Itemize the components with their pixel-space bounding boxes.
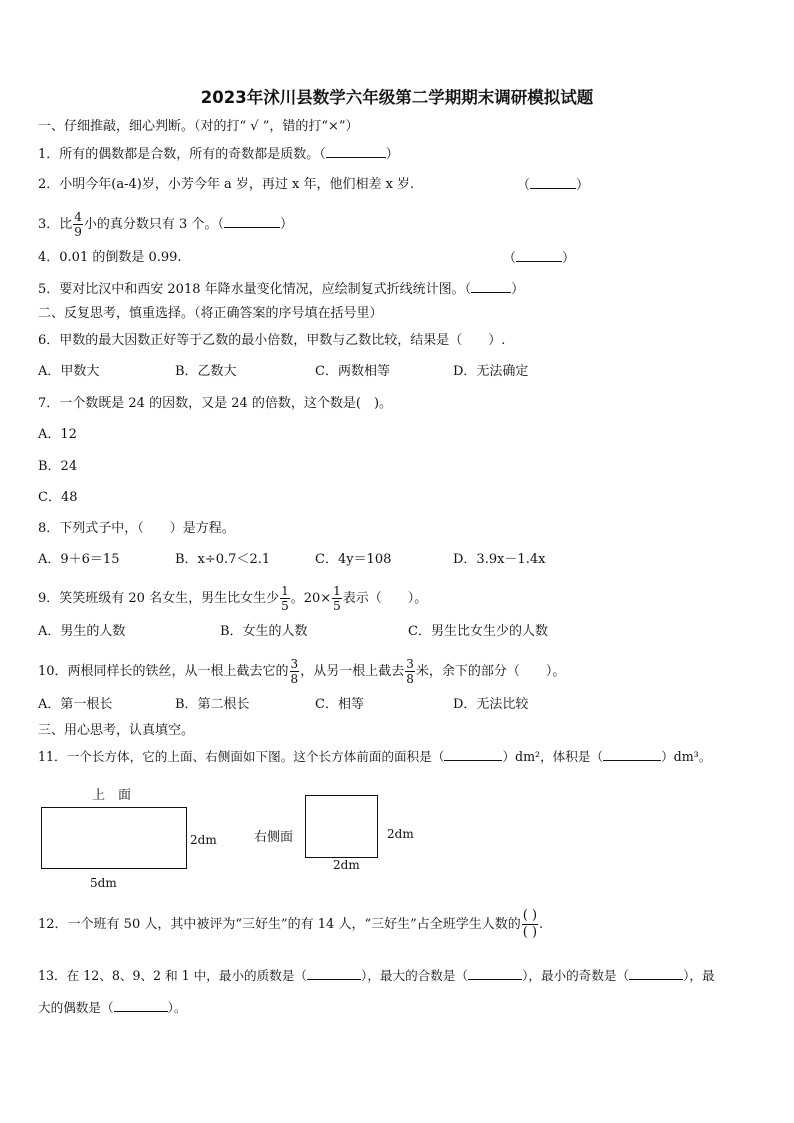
side-face-label: 右侧面 bbox=[254, 830, 294, 845]
question-5 bbox=[38, 281, 524, 298]
paren: ） bbox=[511, 282, 525, 297]
fraction-denominator: ( ) bbox=[522, 925, 538, 940]
fraction-numerator: 1 bbox=[281, 584, 289, 598]
top-face-label: 上 面 bbox=[92, 788, 132, 803]
question-13-text: 13．在 12、8、9、2 和 1 中，最小的质数是（ bbox=[38, 968, 308, 983]
answer-blank[interactable] bbox=[224, 216, 280, 228]
question-9-text: 。20× bbox=[290, 591, 332, 606]
option-a[interactable]: A．男生的人数 bbox=[38, 624, 126, 639]
page-title: 2023年沭川县数学六年级第二学期期末调研模拟试题 bbox=[200, 88, 594, 107]
side-face-height-label: 2dm bbox=[387, 827, 414, 841]
question-8-text: 8．下列式子中，（ ）是方程。 bbox=[38, 521, 235, 536]
question-9-text: 9．笑笑班级有 20 名女生，男生比女生少 bbox=[38, 591, 280, 606]
fraction-numerator: 4 bbox=[74, 210, 82, 224]
answer-blank[interactable] bbox=[471, 281, 511, 293]
question-1 bbox=[38, 146, 399, 163]
fraction bbox=[332, 584, 342, 613]
paren: ） bbox=[576, 178, 590, 193]
paren: ） bbox=[279, 217, 293, 232]
question-3-text: 3．比 bbox=[38, 217, 73, 232]
question-13-text: ），最小的奇数是（ bbox=[522, 968, 630, 983]
question-13-text: ），最 bbox=[683, 968, 715, 983]
question-9 bbox=[38, 584, 427, 613]
answer-blank[interactable] bbox=[114, 1000, 168, 1012]
answer-blank[interactable] bbox=[444, 749, 502, 761]
question-11 bbox=[38, 749, 711, 765]
answer-blank[interactable] bbox=[307, 968, 361, 980]
section-3-heading: 三、用心思考，认真填空。 bbox=[38, 723, 195, 738]
question-11-text: ）dm³。 bbox=[661, 749, 712, 764]
fraction-denominator: 5 bbox=[281, 599, 289, 613]
paren: （ bbox=[517, 178, 531, 193]
fraction bbox=[405, 657, 415, 686]
fraction-numerator: 3 bbox=[290, 657, 299, 671]
question-13-text: 大的偶数是（ bbox=[38, 1000, 114, 1015]
question-6-text: 6．甲数的最大因数正好等于乙数的最小倍数，甲数与乙数比较，结果是（ ）. bbox=[38, 333, 506, 348]
paren: ） bbox=[385, 147, 399, 162]
question-10-text: ，从另一根上截去 bbox=[300, 664, 405, 679]
question-4-text: 4．0.01 的倒数是 0.99. bbox=[38, 250, 182, 265]
question-3-text: 小的真分数只有 3 个。（ bbox=[83, 217, 224, 232]
answer-blank[interactable] bbox=[516, 250, 562, 262]
fraction-denominator: 9 bbox=[74, 225, 82, 239]
question-10-text: 米，余下的部分（ ）。 bbox=[415, 664, 566, 679]
paren: ） bbox=[562, 251, 576, 266]
option-c[interactable]: C．4y＝108 bbox=[315, 552, 392, 567]
option-b[interactable]: B．x÷0.7＜2.1 bbox=[175, 552, 271, 567]
question-10 bbox=[38, 657, 565, 686]
question-4-answer bbox=[503, 250, 575, 267]
question-13 bbox=[38, 968, 715, 984]
option-d[interactable]: D．无法比较 bbox=[453, 697, 529, 712]
question-2-answer bbox=[517, 177, 589, 194]
option-a[interactable]: A．第一根长 bbox=[38, 697, 113, 712]
question-1-text: 1．所有的偶数都是合数，所有的奇数都是质数。（ bbox=[38, 147, 326, 162]
option-b[interactable]: B．乙数大 bbox=[175, 364, 237, 379]
question-4 bbox=[38, 250, 182, 266]
option-a[interactable]: A．9＋6＝15 bbox=[38, 552, 120, 567]
fraction-blank[interactable] bbox=[522, 908, 538, 941]
question-12-text: . bbox=[539, 917, 544, 932]
answer-blank[interactable] bbox=[468, 968, 522, 980]
option-d[interactable]: D．3.9x－1.4x bbox=[453, 552, 546, 567]
question-2 bbox=[38, 177, 414, 193]
section-2-heading: 二、反复思考，慎重选择。（将正确答案的序号填在括号里） bbox=[38, 306, 383, 321]
answer-blank[interactable] bbox=[326, 146, 386, 158]
fraction bbox=[290, 657, 300, 686]
question-13-text: ），最大的合数是（ bbox=[361, 968, 469, 983]
question-13-text: ）。 bbox=[167, 1000, 187, 1015]
question-11-text: ）dm²，体积是（ bbox=[502, 749, 604, 764]
fraction-numerator: 3 bbox=[406, 657, 414, 671]
question-12 bbox=[38, 907, 543, 943]
fraction bbox=[280, 584, 290, 613]
option-c[interactable]: C．48 bbox=[38, 490, 78, 505]
answer-blank[interactable] bbox=[629, 968, 683, 980]
question-7-text: 7．一个数既是 24 的因数，又是 24 的倍数，这个数是( )。 bbox=[38, 396, 393, 411]
option-c[interactable]: C．男生比女生少的人数 bbox=[408, 624, 548, 639]
fraction-denominator: 5 bbox=[333, 599, 341, 613]
question-10-text: 10．两根同样长的铁丝，从一根上截去它的 bbox=[38, 664, 289, 679]
fraction-numerator: ( ) bbox=[522, 908, 538, 923]
fraction-numerator: 1 bbox=[333, 584, 341, 598]
question-3 bbox=[38, 210, 293, 239]
option-b[interactable]: B．女生的人数 bbox=[220, 624, 308, 639]
question-11-text: 11．一个长方体，它的上面、右侧面如下图。这个长方体前面的面积是（ bbox=[38, 749, 445, 764]
top-face-rectangle bbox=[41, 807, 187, 869]
option-b[interactable]: B．第二根长 bbox=[175, 697, 250, 712]
paren: （ bbox=[503, 251, 517, 266]
fraction bbox=[73, 210, 83, 239]
fraction-denominator: 8 bbox=[290, 672, 299, 686]
side-face-width-label: 2dm bbox=[333, 858, 360, 872]
question-13-line-2 bbox=[38, 1000, 186, 1016]
option-a[interactable]: A．甲数大 bbox=[38, 364, 100, 379]
answer-blank[interactable] bbox=[603, 749, 661, 761]
top-face-height-label: 2dm bbox=[190, 833, 217, 847]
question-12-text: 12．一个班有 50 人，其中被评为“三好生”的有 14 人，“三好生”占全班学生人数的 bbox=[38, 917, 521, 932]
option-a[interactable]: A．12 bbox=[38, 427, 77, 442]
top-face-width-label: 5dm bbox=[90, 876, 117, 890]
option-c[interactable]: C．两数相等 bbox=[315, 364, 390, 379]
question-9-text: 表示（ ）。 bbox=[342, 591, 428, 606]
question-5-text: 5．要对比汉中和西安 2018 年降水量变化情况，应绘制复式折线统计图。（ bbox=[38, 282, 472, 297]
question-2-text: 2．小明今年(a-4)岁，小芳今年 a 岁，再过 x 年，他们相差 x 岁. bbox=[38, 177, 415, 192]
side-face-square bbox=[305, 795, 378, 858]
option-c[interactable]: C．相等 bbox=[315, 697, 364, 712]
section-1-heading: 一、仔细推敲，细心判断。（对的打“ √ ”，错的打“×”） bbox=[38, 119, 359, 134]
fraction-denominator: 8 bbox=[406, 672, 414, 686]
option-b[interactable]: B．24 bbox=[38, 459, 78, 474]
answer-blank[interactable] bbox=[530, 177, 576, 189]
option-d[interactable]: D．无法确定 bbox=[453, 364, 529, 379]
